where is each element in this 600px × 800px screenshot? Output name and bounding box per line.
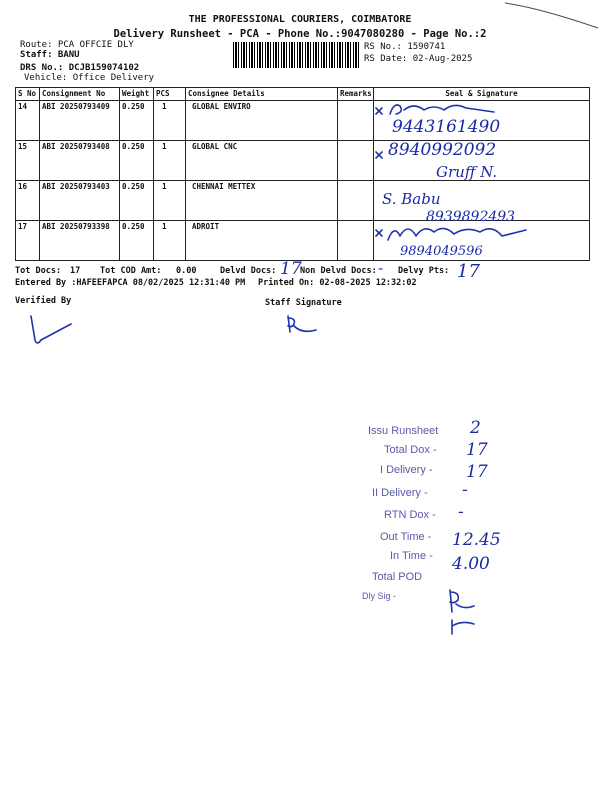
page-fold-line — [500, 0, 600, 30]
tot-docs-value: 17 — [70, 266, 81, 276]
col-consignment: Consignment No — [40, 88, 120, 101]
cell-weight: 0.250 — [120, 141, 154, 181]
cell-sno: 15 — [16, 141, 40, 181]
stamp-value-rtn-dox: - — [458, 502, 464, 522]
cell-weight: 0.250 — [120, 101, 154, 141]
stamp-label-issu-runsheet: Issu Runsheet — [368, 425, 439, 437]
verified-by-label: Verified By — [15, 296, 72, 306]
cell-sno: 14 — [16, 101, 40, 141]
stamp-label-rtn-dox: RTN Dox - — [384, 509, 436, 521]
staff-text: Staff: BANU — [20, 50, 80, 60]
delvy-pts-value: 17 — [457, 261, 480, 282]
tot-cod-label: Tot COD Amt: — [100, 266, 162, 276]
stamp-value-i-delivery: 17 — [466, 462, 488, 482]
tot-cod-value: 0.00 — [176, 266, 197, 276]
table-header-row — [16, 88, 590, 101]
col-remarks: Remarks — [338, 88, 374, 101]
delvy-pts-label: Delvy Pts: — [398, 266, 450, 276]
cell-consignee: GLOBAL ENVIRO — [186, 101, 338, 141]
cell-consignee: CHENNAI METTEX — [186, 181, 338, 221]
col-pcs: PCS — [154, 88, 186, 101]
cell-remarks — [338, 141, 374, 181]
drs-number: DRS No.: DCJB159074102 — [20, 63, 140, 73]
entered-by: Entered By :HAFEEFAPCA 08/02/2025 12:31:40 PM — [15, 278, 246, 288]
route-text: Route: PCA OFFCIE DLY — [20, 40, 134, 50]
ink-phone-row16: 8939892493 — [426, 209, 516, 225]
rs-number: RS No.: 1590741 — [364, 42, 446, 52]
col-weight: Weight — [120, 88, 154, 101]
cell-remarks — [338, 101, 374, 141]
barcode — [233, 42, 360, 68]
company-title: THE PROFESSIONAL COURIERS, COIMBATORE — [188, 14, 412, 25]
cell-remarks — [338, 221, 374, 261]
ink-phone-row14: 9443161490 — [392, 117, 501, 137]
stamp-value-in-time: 4.00 — [452, 554, 490, 574]
cell-sno: 16 — [16, 181, 40, 221]
cell-weight: 0.250 — [120, 221, 154, 261]
verified-signature — [25, 310, 80, 350]
ink-name-row15: Gruff N. — [436, 163, 498, 181]
stamp-value-total-dox: 17 — [466, 440, 488, 460]
stamp-value-ii-delivery: - — [462, 480, 468, 500]
stamp-value-out-time: 12.45 — [452, 530, 501, 550]
stamp-label-total-dox: Total Dox - — [384, 444, 437, 456]
col-consignee: Consignee Details — [186, 88, 338, 101]
ink-phone-row15: 8940992092 — [388, 140, 497, 160]
printed-on: Printed On: 02-08-2025 12:32:02 — [258, 278, 417, 288]
cell-consignment: ABI 20250793408 — [40, 141, 120, 181]
rs-date: RS Date: 02-Aug-2025 — [364, 54, 473, 64]
stamp-value-issu-runsheet: 2 — [470, 418, 481, 438]
non-delvd-value: - — [378, 259, 384, 277]
cell-pcs: 1 — [154, 181, 186, 221]
cell-pcs: 1 — [154, 101, 186, 141]
staff-signature-label: Staff Signature — [265, 298, 342, 308]
delvd-docs-value: 17 — [280, 259, 302, 279]
stamp-label-in-time: In Time - — [390, 550, 433, 562]
stamp-label-ii-delivery: II Delivery - — [372, 487, 428, 499]
ink-name-row16: S. Babu — [382, 190, 441, 208]
cell-consignee: ADROIT — [186, 221, 338, 261]
stamp-label-total-pod: Total POD — [372, 571, 423, 583]
tot-docs-label: Tot Docs: — [15, 266, 62, 276]
cell-consignment: ABI 20250793403 — [40, 181, 120, 221]
ink-phone-row17: 9894049596 — [400, 244, 483, 259]
delvd-docs-label: Delvd Docs: — [220, 266, 277, 276]
runsheet-subtitle: Delivery Runsheet - PCA - Phone No.:9047080280 - Page No.:2 — [113, 28, 487, 40]
stamp-signatures — [444, 586, 484, 636]
stamp-label-out-time: Out Time - — [380, 531, 432, 543]
non-delvd-label: Non Delvd Docs: — [300, 266, 377, 276]
cell-remarks — [338, 181, 374, 221]
vehicle-text: Vehicle: Office Delivery — [24, 73, 155, 83]
stamp-label-dly-sig: Dly Sig - — [362, 591, 397, 601]
cell-consignment: ABI 20250793409 — [40, 101, 120, 141]
cell-consignment: ABI 20250793398 — [40, 221, 120, 261]
cell-consignee: GLOBAL CNC — [186, 141, 338, 181]
staff-signature-mark — [284, 312, 324, 336]
cell-weight: 0.250 — [120, 181, 154, 221]
stamp-label-i-delivery: I Delivery - — [380, 464, 433, 476]
cell-sno: 17 — [16, 221, 40, 261]
cell-pcs: 1 — [154, 141, 186, 181]
cell-pcs: 1 — [154, 221, 186, 261]
col-sno: S No — [16, 88, 40, 101]
col-signature: Seal & Signature — [374, 88, 590, 101]
